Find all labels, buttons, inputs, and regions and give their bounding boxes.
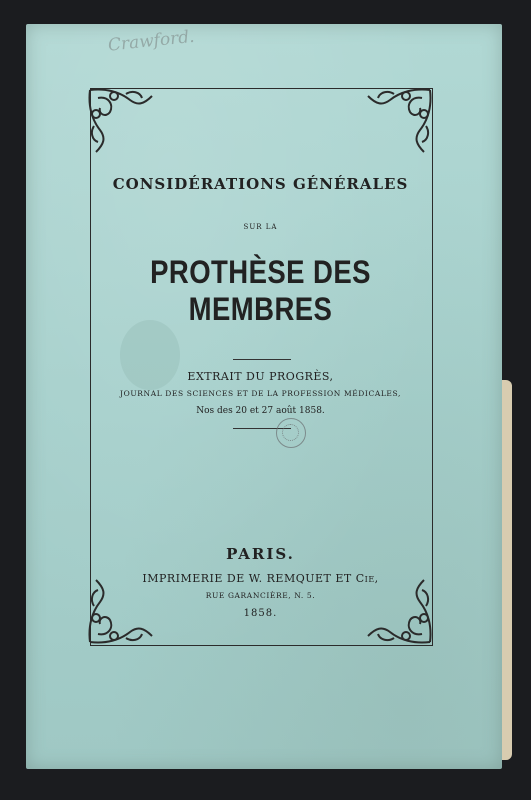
address-line: RUE GARANCIÈRE, N. 5. — [205, 591, 316, 600]
printer-line: IMPRIMERIE DE W. REMQUET ET Cie, — [142, 572, 379, 585]
pencil-annotation: Crawford. — [107, 26, 196, 56]
library-stamp — [276, 418, 306, 448]
year: 1858. — [243, 608, 278, 619]
issue-line: Nos des 20 et 27 août 1858. — [196, 406, 325, 416]
corner-ornament-top-right — [362, 86, 434, 158]
corner-ornament-top-left — [86, 86, 158, 158]
extract-line: EXTRAIT DU PROGRÈS, — [187, 370, 334, 383]
journal-line: JOURNAL DES SCIENCES ET DE LA PROFESSION MÉDICALES, — [120, 389, 401, 398]
title-line-1: CONSIDÉRATIONS GÉNÉRALES — [112, 175, 409, 193]
title-line-2: SUR LA — [243, 223, 278, 231]
city: PARIS. — [226, 545, 295, 563]
main-title: PROTHÈSE DES MEMBRES — [150, 254, 371, 327]
divider-top — [233, 359, 291, 360]
